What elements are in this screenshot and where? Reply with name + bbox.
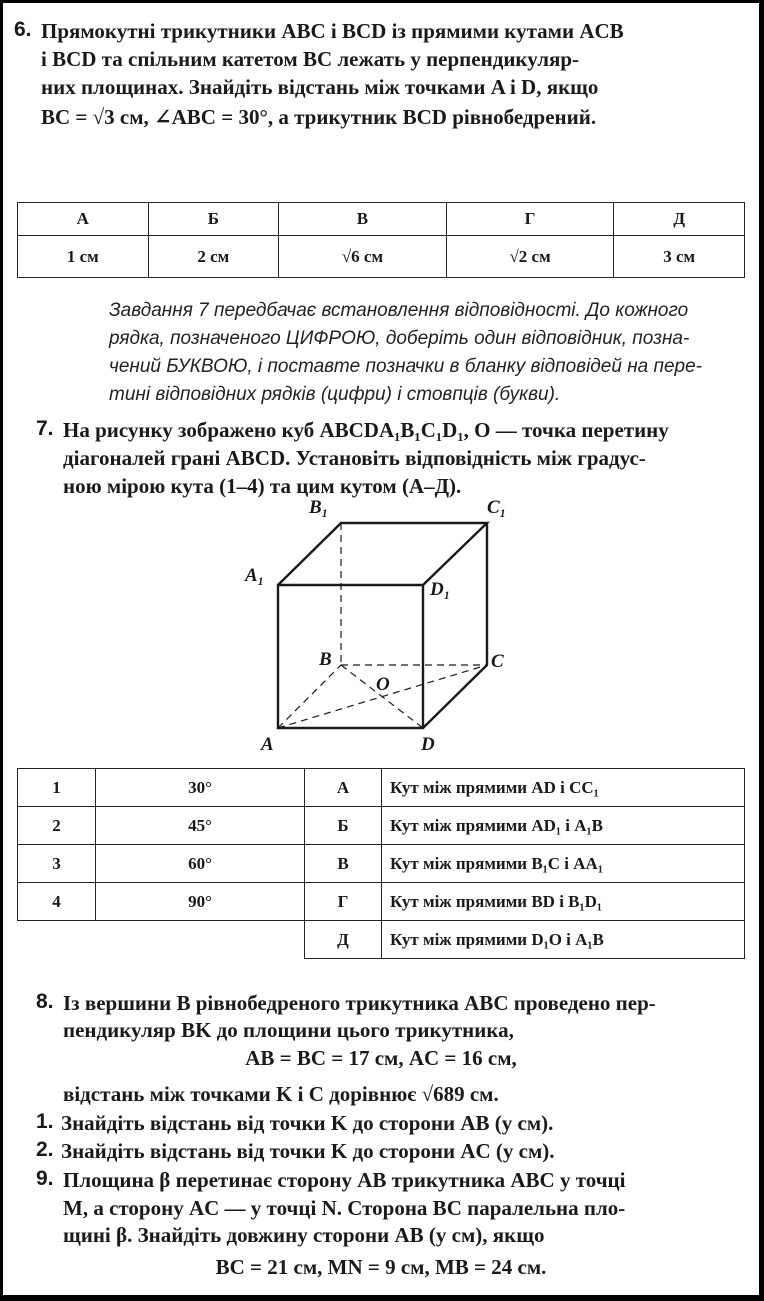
label-o: O <box>376 674 390 695</box>
task6-option-g-header: Г <box>446 203 614 236</box>
task7-left-table <box>17 768 305 921</box>
instruction-line-3: чений БУКВОЮ, і поставте позначки в бланку відповідей на пере- <box>109 356 703 377</box>
label-a: A <box>261 734 274 755</box>
task8-sub1: Знайдіть відстань від точки K до сторони AB (у см). <box>61 1111 554 1135</box>
task6-number: 6. <box>14 18 32 41</box>
task6-option-g-value: √2 см <box>446 236 614 278</box>
left-row-number: 1 <box>18 769 96 807</box>
task6-option-v-value: √6 см <box>279 236 447 278</box>
right-row-description: Кут між прямими BD і B₁D₁ <box>382 883 745 921</box>
hidden-edge-ab <box>278 665 341 728</box>
task8-sub2-number: 2. <box>36 1138 54 1161</box>
top-back-edges <box>278 523 487 585</box>
right-row-letter: Б <box>305 807 382 845</box>
instruction-line-1: Завдання 7 передбачає встановлення відповідності. До кожного <box>109 300 689 321</box>
task8-formula: AB = BC = 17 см, AC = 16 см, <box>245 1046 517 1070</box>
task6-line-4: BC = √3 см, ∠ABC = 30°, а трикутник BCD рівнобедрений. <box>41 105 597 129</box>
right-row-letter: В <box>305 845 382 883</box>
left-row-1 <box>18 769 305 807</box>
label-b: B <box>319 649 332 670</box>
page <box>3 3 759 1295</box>
label-a1: A₁ <box>245 565 265 586</box>
task7-line-2: діагоналей грані ABCD. Установіть відповідність між градус- <box>63 446 646 470</box>
left-row-4 <box>18 883 305 921</box>
task7-number: 7. <box>36 417 54 440</box>
task9-line-2: M, а сторону AC — у точці N. Сторона BC паралельна пло- <box>63 1196 626 1220</box>
left-row-degrees: 60° <box>96 845 305 883</box>
left-row-degrees: 45° <box>96 807 305 845</box>
task6-line-2: і BCD та спільним катетом BC лежать у перпендикуляр- <box>41 47 580 71</box>
task6-option-b-header: Б <box>148 203 279 236</box>
task7-line-1: На рисунку зображено куб ABCDA₁B₁C₁D₁, O — точка перетину <box>63 418 669 442</box>
right-row-v <box>305 845 745 883</box>
task6-option-d-value: 3 см <box>614 236 745 278</box>
task9-number: 9. <box>36 1167 54 1190</box>
task9-formula: BC = 21 см, MN = 9 см, MB = 24 см. <box>215 1255 547 1279</box>
task8-distance-line: відстань між точками K і C дорівнює √689 см. <box>63 1082 499 1106</box>
task6-option-v-header: В <box>279 203 447 236</box>
task8-sub1-number: 1. <box>36 1110 54 1133</box>
task9-line-3: щині β. Знайдіть довжину сторони AB (у см), якщо <box>63 1223 545 1247</box>
right-row-a <box>305 769 745 807</box>
left-row-number: 4 <box>18 883 96 921</box>
right-row-letter: Д <box>305 921 382 959</box>
left-row-2 <box>18 807 305 845</box>
left-row-number: 2 <box>18 807 96 845</box>
right-row-description: Кут між прямими AD і CC₁ <box>382 769 745 807</box>
task6-line-1: Прямокутні трикутники ABC і BCD із прямими кутами ACB <box>41 19 624 43</box>
right-row-letter: А <box>305 769 382 807</box>
label-d: D <box>421 734 435 755</box>
task9-line-1: Площина β перетинає сторону AB трикутника ABC у точці <box>63 1168 626 1192</box>
task8-line-2: пендикуляр BK до площини цього трикутника, <box>63 1018 514 1042</box>
right-row-description: Кут між прямими AD₁ і A₁B <box>382 807 745 845</box>
task7-right-table <box>304 768 745 959</box>
task8-sub2: Знайдіть відстань від точки K до сторони AC (у см). <box>61 1139 555 1163</box>
task6-line-3: них площинах. Знайдіть відстань між точками A і D, якщо <box>41 75 599 99</box>
task7-line-3: ною мірою кута (1–4) та цим кутом (А–Д). <box>63 474 462 498</box>
label-c: C <box>491 651 504 672</box>
label-c1: C₁ <box>487 497 507 518</box>
instruction-line-2: рядка, позначеного ЦИФРОЮ, доберіть один відповідник, позна- <box>109 328 690 349</box>
right-row-d <box>305 921 745 959</box>
label-d1: D₁ <box>430 579 451 600</box>
right-row-description: Кут між прямими D₁O і A₁B <box>382 921 745 959</box>
right-row-g <box>305 883 745 921</box>
task8-line-1: Із вершини B рівнобедреного трикутника ABC проведено пер- <box>63 991 656 1015</box>
task6-option-d-header: Д <box>614 203 745 236</box>
right-row-description: Кут між прямими B₁C і AA₁ <box>382 845 745 883</box>
instruction-line-4: тині відповідних рядків (цифри) і стовпців (букви). <box>109 384 561 405</box>
right-row-letter: Г <box>305 883 382 921</box>
right-row-b <box>305 807 745 845</box>
task6-option-a-header: А <box>18 203 149 236</box>
left-row-3 <box>18 845 305 883</box>
cube-figure <box>3 3 759 763</box>
left-row-degrees: 90° <box>96 883 305 921</box>
left-row-number: 3 <box>18 845 96 883</box>
label-b1: B₁ <box>309 497 329 518</box>
left-row-degrees: 30° <box>96 769 305 807</box>
task8-number: 8. <box>36 990 54 1013</box>
task6-option-a-value: 1 см <box>18 236 149 278</box>
task6-option-b-value: 2 см <box>148 236 279 278</box>
